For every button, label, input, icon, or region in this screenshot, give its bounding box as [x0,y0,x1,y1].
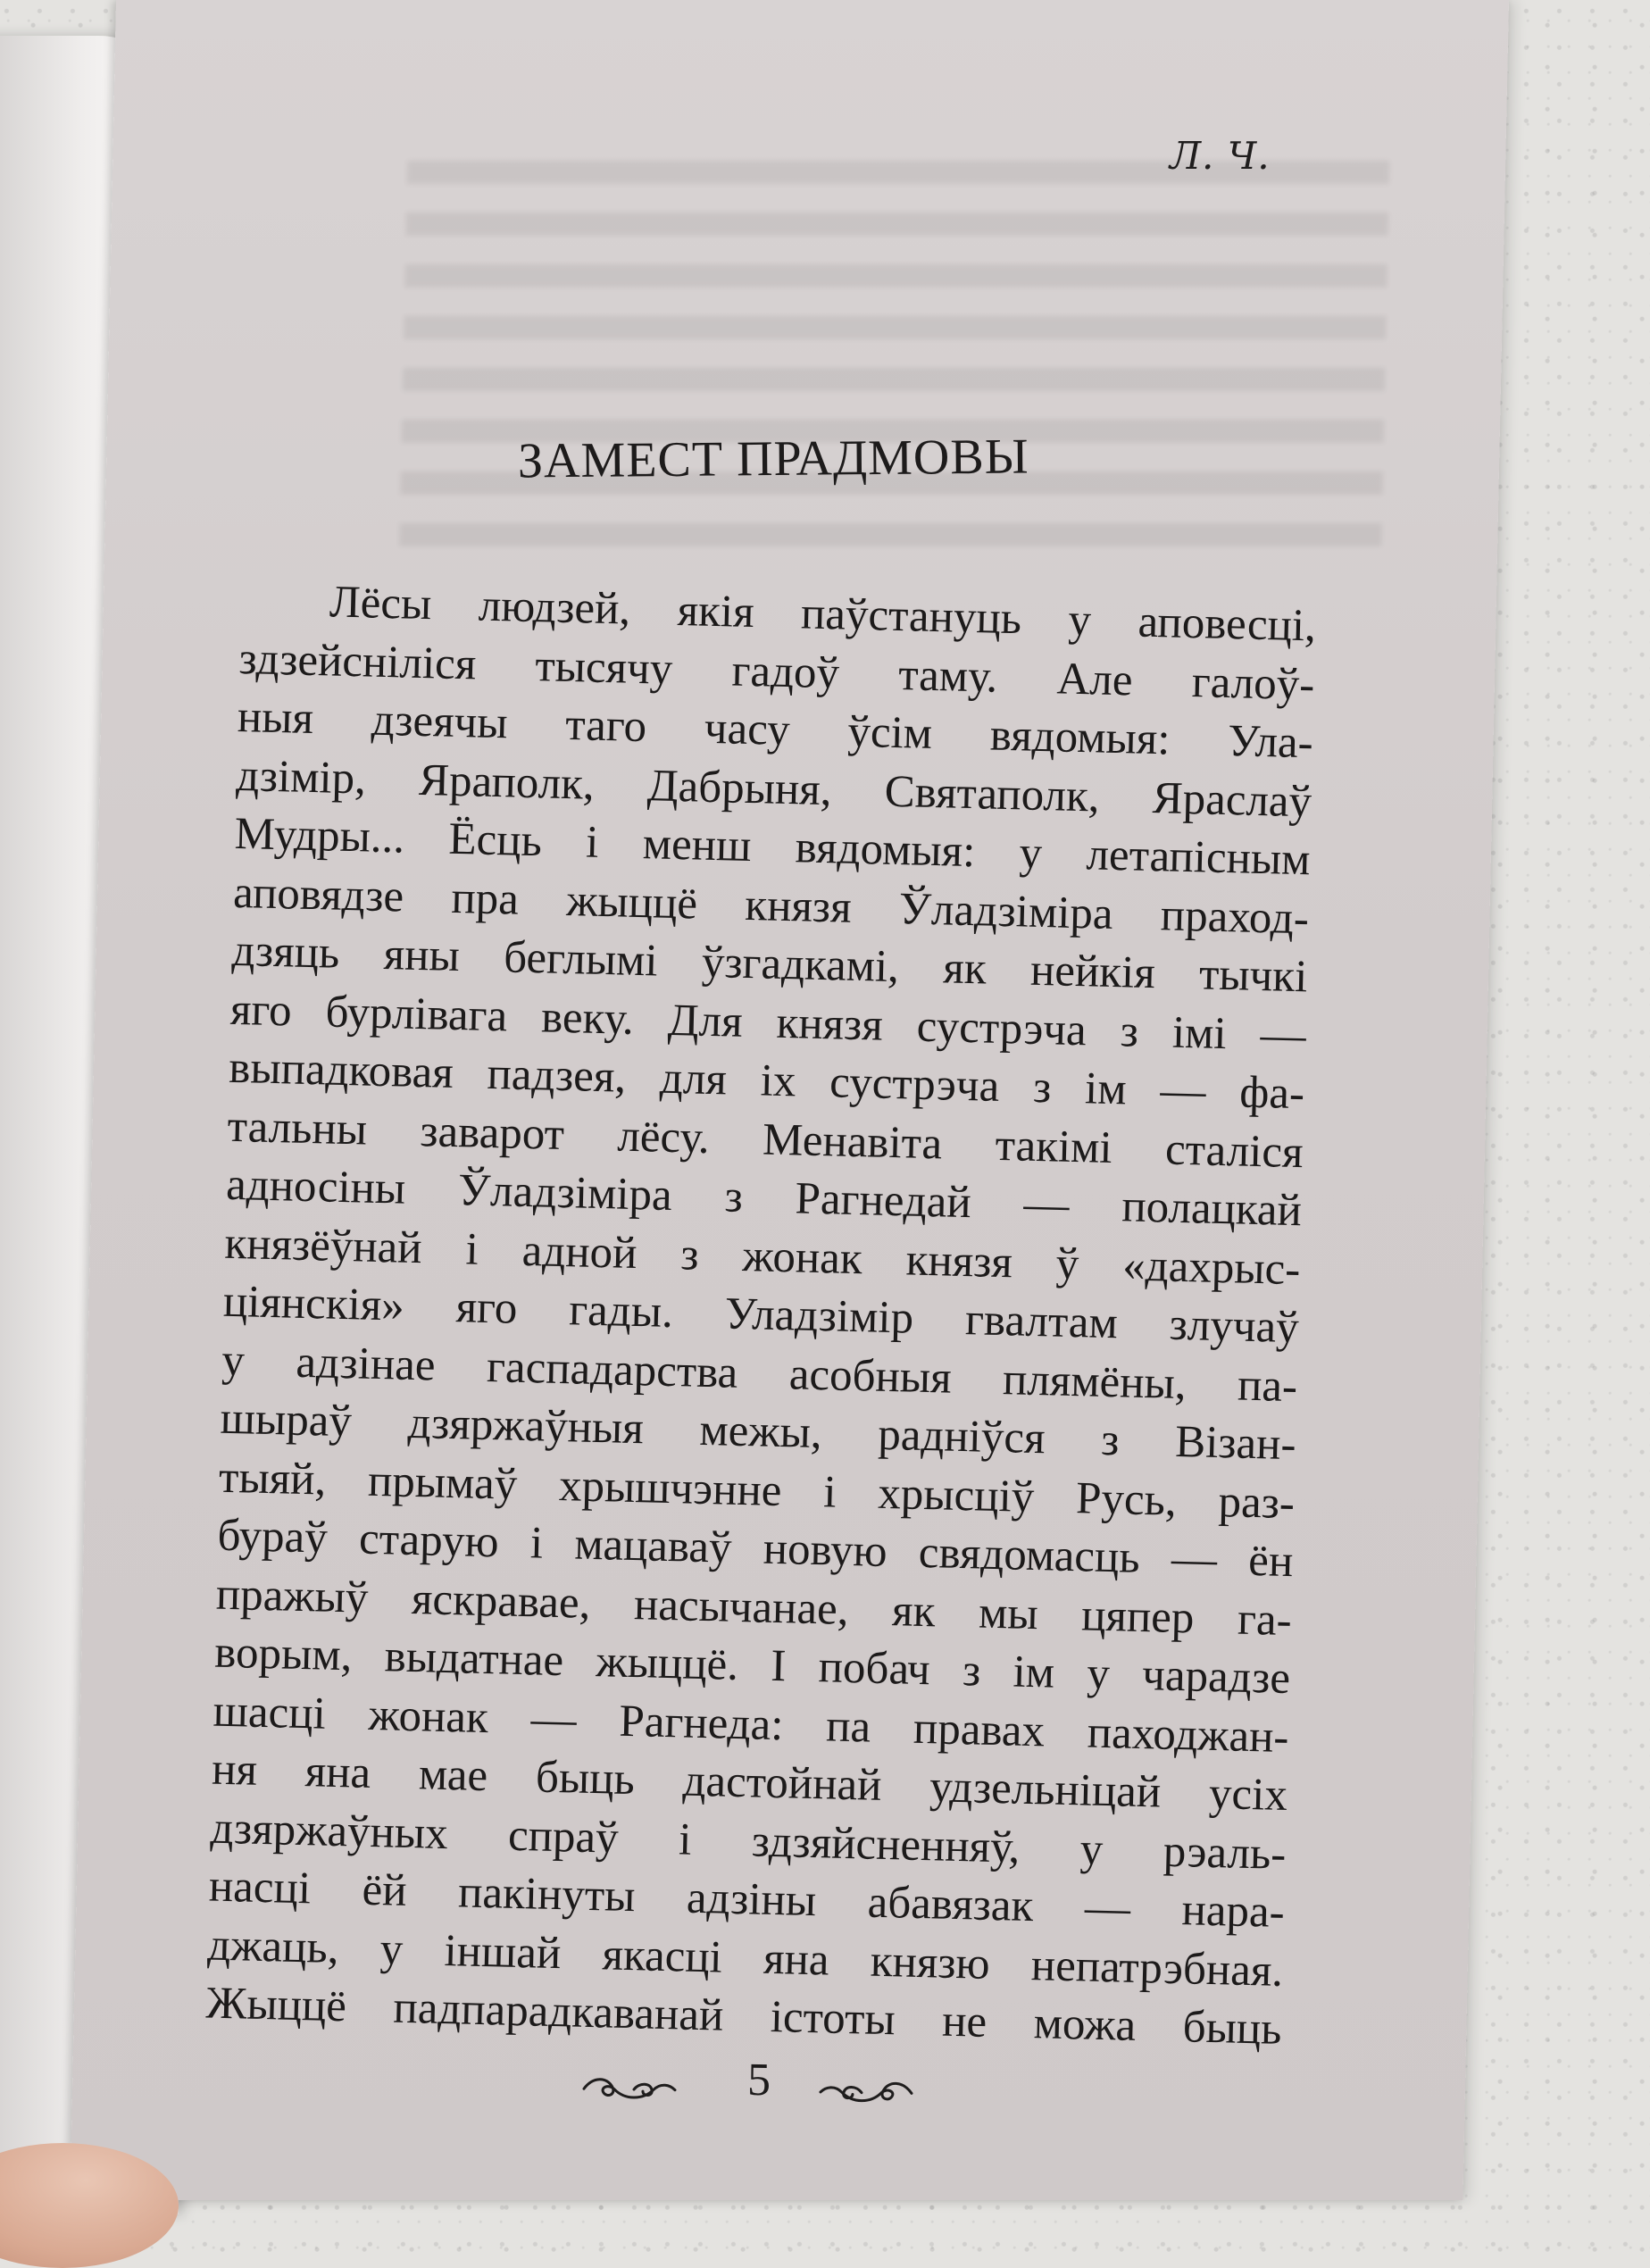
text-line: шасці жонак — Рагнеда: па правах паходжан- [212,1686,1290,1763]
section-title: ЗАМЕСТ ПРАДМОВЫ [517,429,1029,489]
text-line: джаць, у іншай якасці яна князю непатрэбная. [206,1920,1284,1997]
text-line: дзяржаўных спраў і здзяйсненняў, у рэаль- [209,1803,1287,1880]
running-header-initials: Л. Ч. [1170,134,1271,178]
text-line: князёўнай і адной з жонак князя ў «дахрыс- [223,1218,1301,1295]
text-line: Жыццё падпарадкаванай істоты не можа быць [205,1978,1283,2055]
text-line: ціянскія» яго гады. Уладзімір гвалтам злучаў [222,1276,1300,1354]
body-paragraph [205,571,1317,2059]
left-ornament-icon [580,2071,679,2108]
text-line: пражыў яскравае, насычанае, як мы цяпер га- [215,1569,1293,1646]
show-through-print [399,161,1389,554]
text-line: ворым, выдатнае жыццё. І побач з ім у чарадзе [213,1627,1291,1705]
text-line: Лёсы людзей, якія паўстануць у аповесці, [329,577,1317,652]
text-line: здзейсніліся тысячу гадоў таму. Але галоў- [238,633,1315,710]
text-line: насці ёй пакінуты адзіны абавязак — нара- [208,1861,1286,1938]
text-line: тальны заварот лёсу. Менавіта такімі сталіся [227,1101,1304,1178]
text-line: аповядзе пра жыццё князя Ўладзіміра праход- [232,867,1310,944]
text-line: дзімір, Яраполк, Дабрыня, Святаполк, Яраслаў [235,750,1312,827]
text-line: тыяй, прымаў хрышчэнне і хрысціў Русь, раз- [218,1452,1296,1529]
text-line: у адзінае гаспадарства асобныя плямёны, па- [221,1335,1298,1412]
text-line: бураў старую і мацаваў новую свядомасць — ён [216,1510,1294,1588]
text-line: яго бурлівага веку. Для князя сустрэча з імі — [229,984,1307,1061]
text-line: шыраў дзяржаўныя межы, радніўся з Візан- [220,1393,1297,1471]
page-number: 5 [746,2054,771,2106]
text-line: выпадковая падзея, для іх сустрэча з ім — фа- [228,1042,1305,1120]
text-line: ныя дзеячы таго часу ўсім вядомыя: Ула- [237,691,1314,769]
right-ornament-icon [817,2074,916,2112]
page-footer [579,2051,938,2128]
text-line: Мудры... Ёсць і менш вядомыя: у летапісным [234,808,1312,886]
text-line: дзяць яны беглымі ўзгадкамі, як нейкія тычкі [230,925,1308,1003]
text-line: ня яна мае быць дастойнай удзельніцай усіх [211,1744,1288,1822]
text-line: адносіны Ўладзіміра з Рагнедай — полацкай [225,1159,1303,1237]
